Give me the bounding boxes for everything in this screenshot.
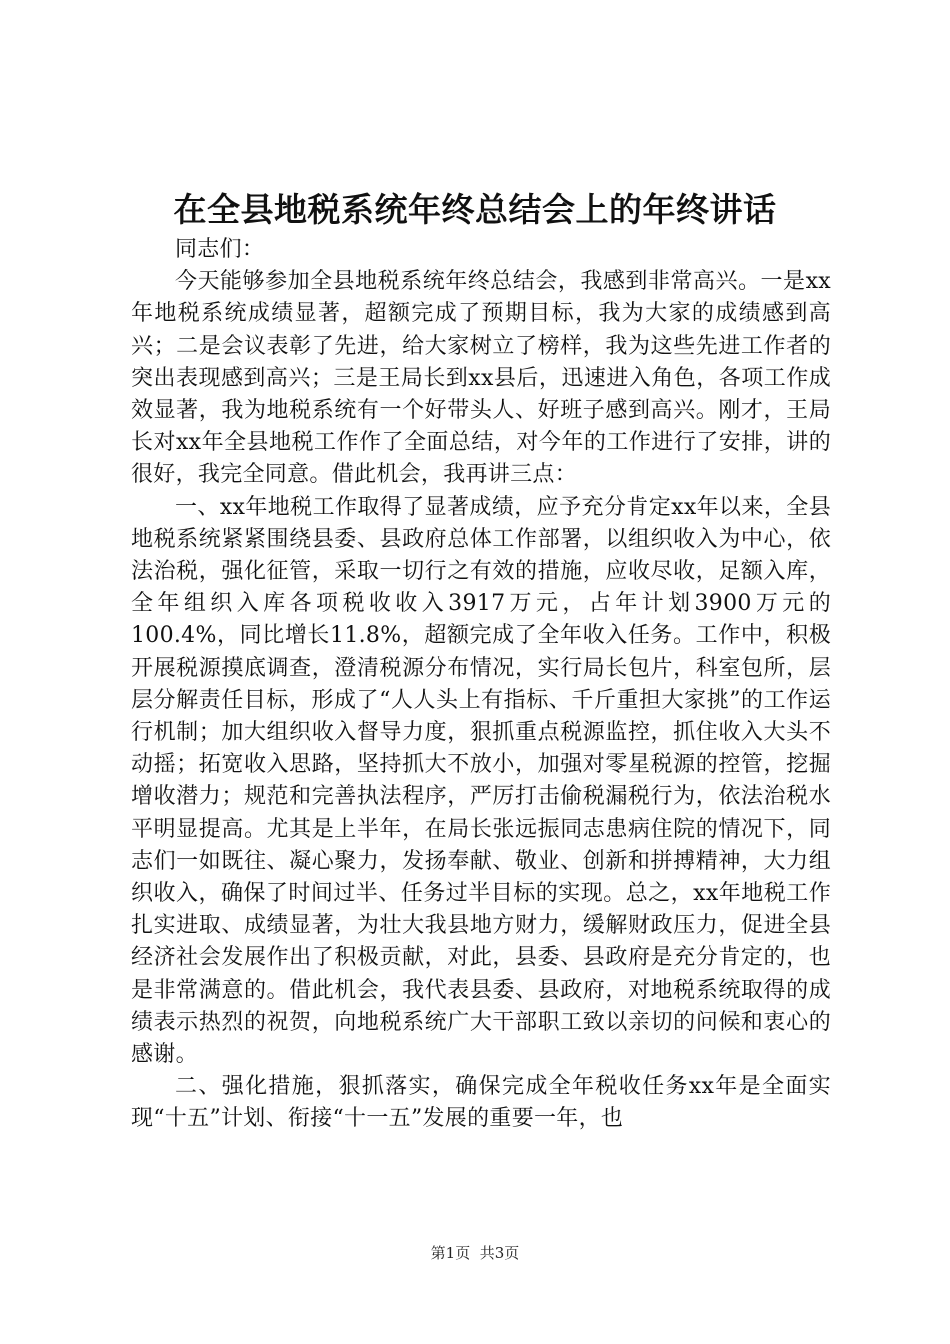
section-one-paragraph: 一、xx年地税工作取得了显著成绩，应予充分肯定xx年以来，全县地税系统紧紧围绕县委、县政府总体工作部署，以组织收入为中心，依法治税，强化征管，采取一切行之有效的措施，应收尽收，足额入库，全年组织入库各项税收收入3917万元，占年计划3900万元的100.4%，同比增长11.8%，超额完成了全年收入任务。工作中，积极开展税源摸底调查，澄清税源分布情况，实行局长包片，科室包所，层层分解责任目标，形成了“人人头上有指标、千斤重担大家挑”的工作运行机制；加大组织收入督导力度，狠抓重点税源监控，抓住收入大头不动摇；拓宽收入思路，坚持抓大不放小，加强对零星税源的控管，挖掘增收潜力；规范和完善执法程序，严厉打击偷税漏税行为，依法治税水平明显提高。尤其是上半年，在局长张远振同志患病住院的情况下，同志们一如既往、凝心聚力，发扬奉献、敬业、创新和拼搏精神，大力组织收入，确保了时间过半、任务过半目标的实现。总之，xx年地税工作扎实进取、成绩显著，为壮大我县地方财力，缓解财政压力，促进全县经济社会发展作出了积极贡献，对此，县委、县政府是充分肯定的，也是非常满意的。借此机会，我代表县委、县政府，对地税系统取得的成绩表示热烈的祝贺，向地税系统广大干部职工致以亲切的问候和衷心的感谢。 (131, 494, 831, 1068)
intro-paragraph: 今天能够参加全县地税系统年终总结会，我感到非常高兴。一是xx年地税系统成绩显著，超额完成了预期目标，我为大家的成绩感到高兴；二是会议表彰了先进，给大家树立了榜样，我为这些先进工作者的突出表现感到高兴；三是王局长到xx县后，迅速进入角色，各项工作成效显著，我为地税系统有一个好带头人、好班子感到高兴。刚才，王局长对xx年全县地税工作作了全面总结，对今年的工作进行了安排，讲的很好，我完全同意。借此机会，我再讲三点： (131, 269, 831, 488)
page-footer (0, 1243, 950, 1263)
page-total: 共3页 (479, 1244, 520, 1262)
salutation-paragraph: 同志们： (175, 237, 265, 262)
document-body (131, 234, 831, 1136)
document-title: 在全县地税系统年终总结会上的年终讲话 (173, 190, 777, 229)
page-number: 第1页 (430, 1244, 471, 1262)
section-two-paragraph: 二、强化措施，狠抓落实，确保完成全年税收任务xx年是全面实现“十五”计划、衔接“十一五”发展的重要一年，也 (131, 1074, 831, 1132)
